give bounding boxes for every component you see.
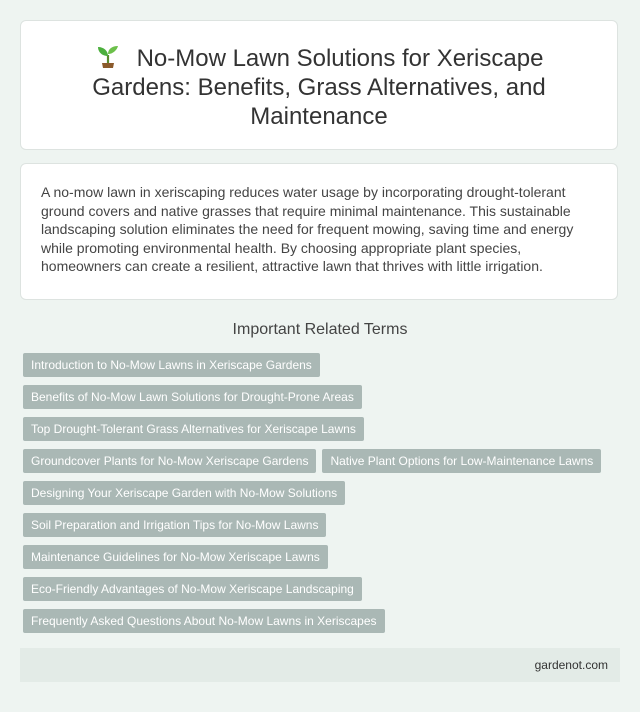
- term-row: [23, 545, 623, 577]
- term-row: [23, 481, 623, 513]
- seedling-icon: [95, 43, 121, 69]
- site-name: gardenot.com: [534, 658, 608, 672]
- term-row: [23, 385, 623, 417]
- term-tag[interactable]: Eco-Friendly Advantages of No-Mow Xeriscape Landscaping: [23, 577, 362, 601]
- term-tag[interactable]: Top Drought-Tolerant Grass Alternatives for Xeriscape Lawns: [23, 417, 364, 441]
- term-row: [23, 513, 623, 545]
- page-title-text: No-Mow Lawn Solutions for Xeriscape Gardens: Benefits, Grass Alternatives, and Maintenance: [92, 45, 546, 130]
- related-terms-heading: Important Related Terms: [232, 321, 408, 338]
- term-tag[interactable]: Introduction to No-Mow Lawns in Xeriscape Gardens: [23, 353, 320, 377]
- term-tag[interactable]: Designing Your Xeriscape Garden with No-Mow Solutions: [23, 481, 345, 505]
- term-row: [23, 417, 623, 449]
- term-tag[interactable]: Maintenance Guidelines for No-Mow Xeriscape Lawns: [23, 545, 328, 569]
- title-card: [20, 20, 618, 150]
- term-tag[interactable]: Soil Preparation and Irrigation Tips for No-Mow Lawns: [23, 513, 326, 537]
- intro-card: [20, 163, 618, 300]
- footer: [20, 648, 620, 682]
- page-title: [51, 43, 587, 131]
- term-row: [23, 609, 623, 641]
- term-row: [23, 577, 623, 609]
- term-tag[interactable]: Native Plant Options for Low-Maintenance Lawns: [322, 449, 601, 473]
- intro-paragraph: A no-mow lawn in xeriscaping reduces water usage by incorporating drought-tolerant ground covers and native grasses that require minimal maintenance. This sustainable landscaping solution eliminates the need for frequent mowing, saving time and energy while promoting environmental health. By choosing appropriate plant species, homeowners can create a resilient, attractive lawn that thrives with little irrigation.: [41, 184, 574, 274]
- related-terms-list: [23, 353, 623, 641]
- term-tag[interactable]: Frequently Asked Questions About No-Mow Lawns in Xeriscapes: [23, 609, 385, 633]
- term-tag[interactable]: Benefits of No-Mow Lawn Solutions for Drought-Prone Areas: [23, 385, 362, 409]
- term-row: [23, 449, 623, 481]
- term-tag[interactable]: Groundcover Plants for No-Mow Xeriscape Gardens: [23, 449, 316, 473]
- term-row: [23, 353, 623, 385]
